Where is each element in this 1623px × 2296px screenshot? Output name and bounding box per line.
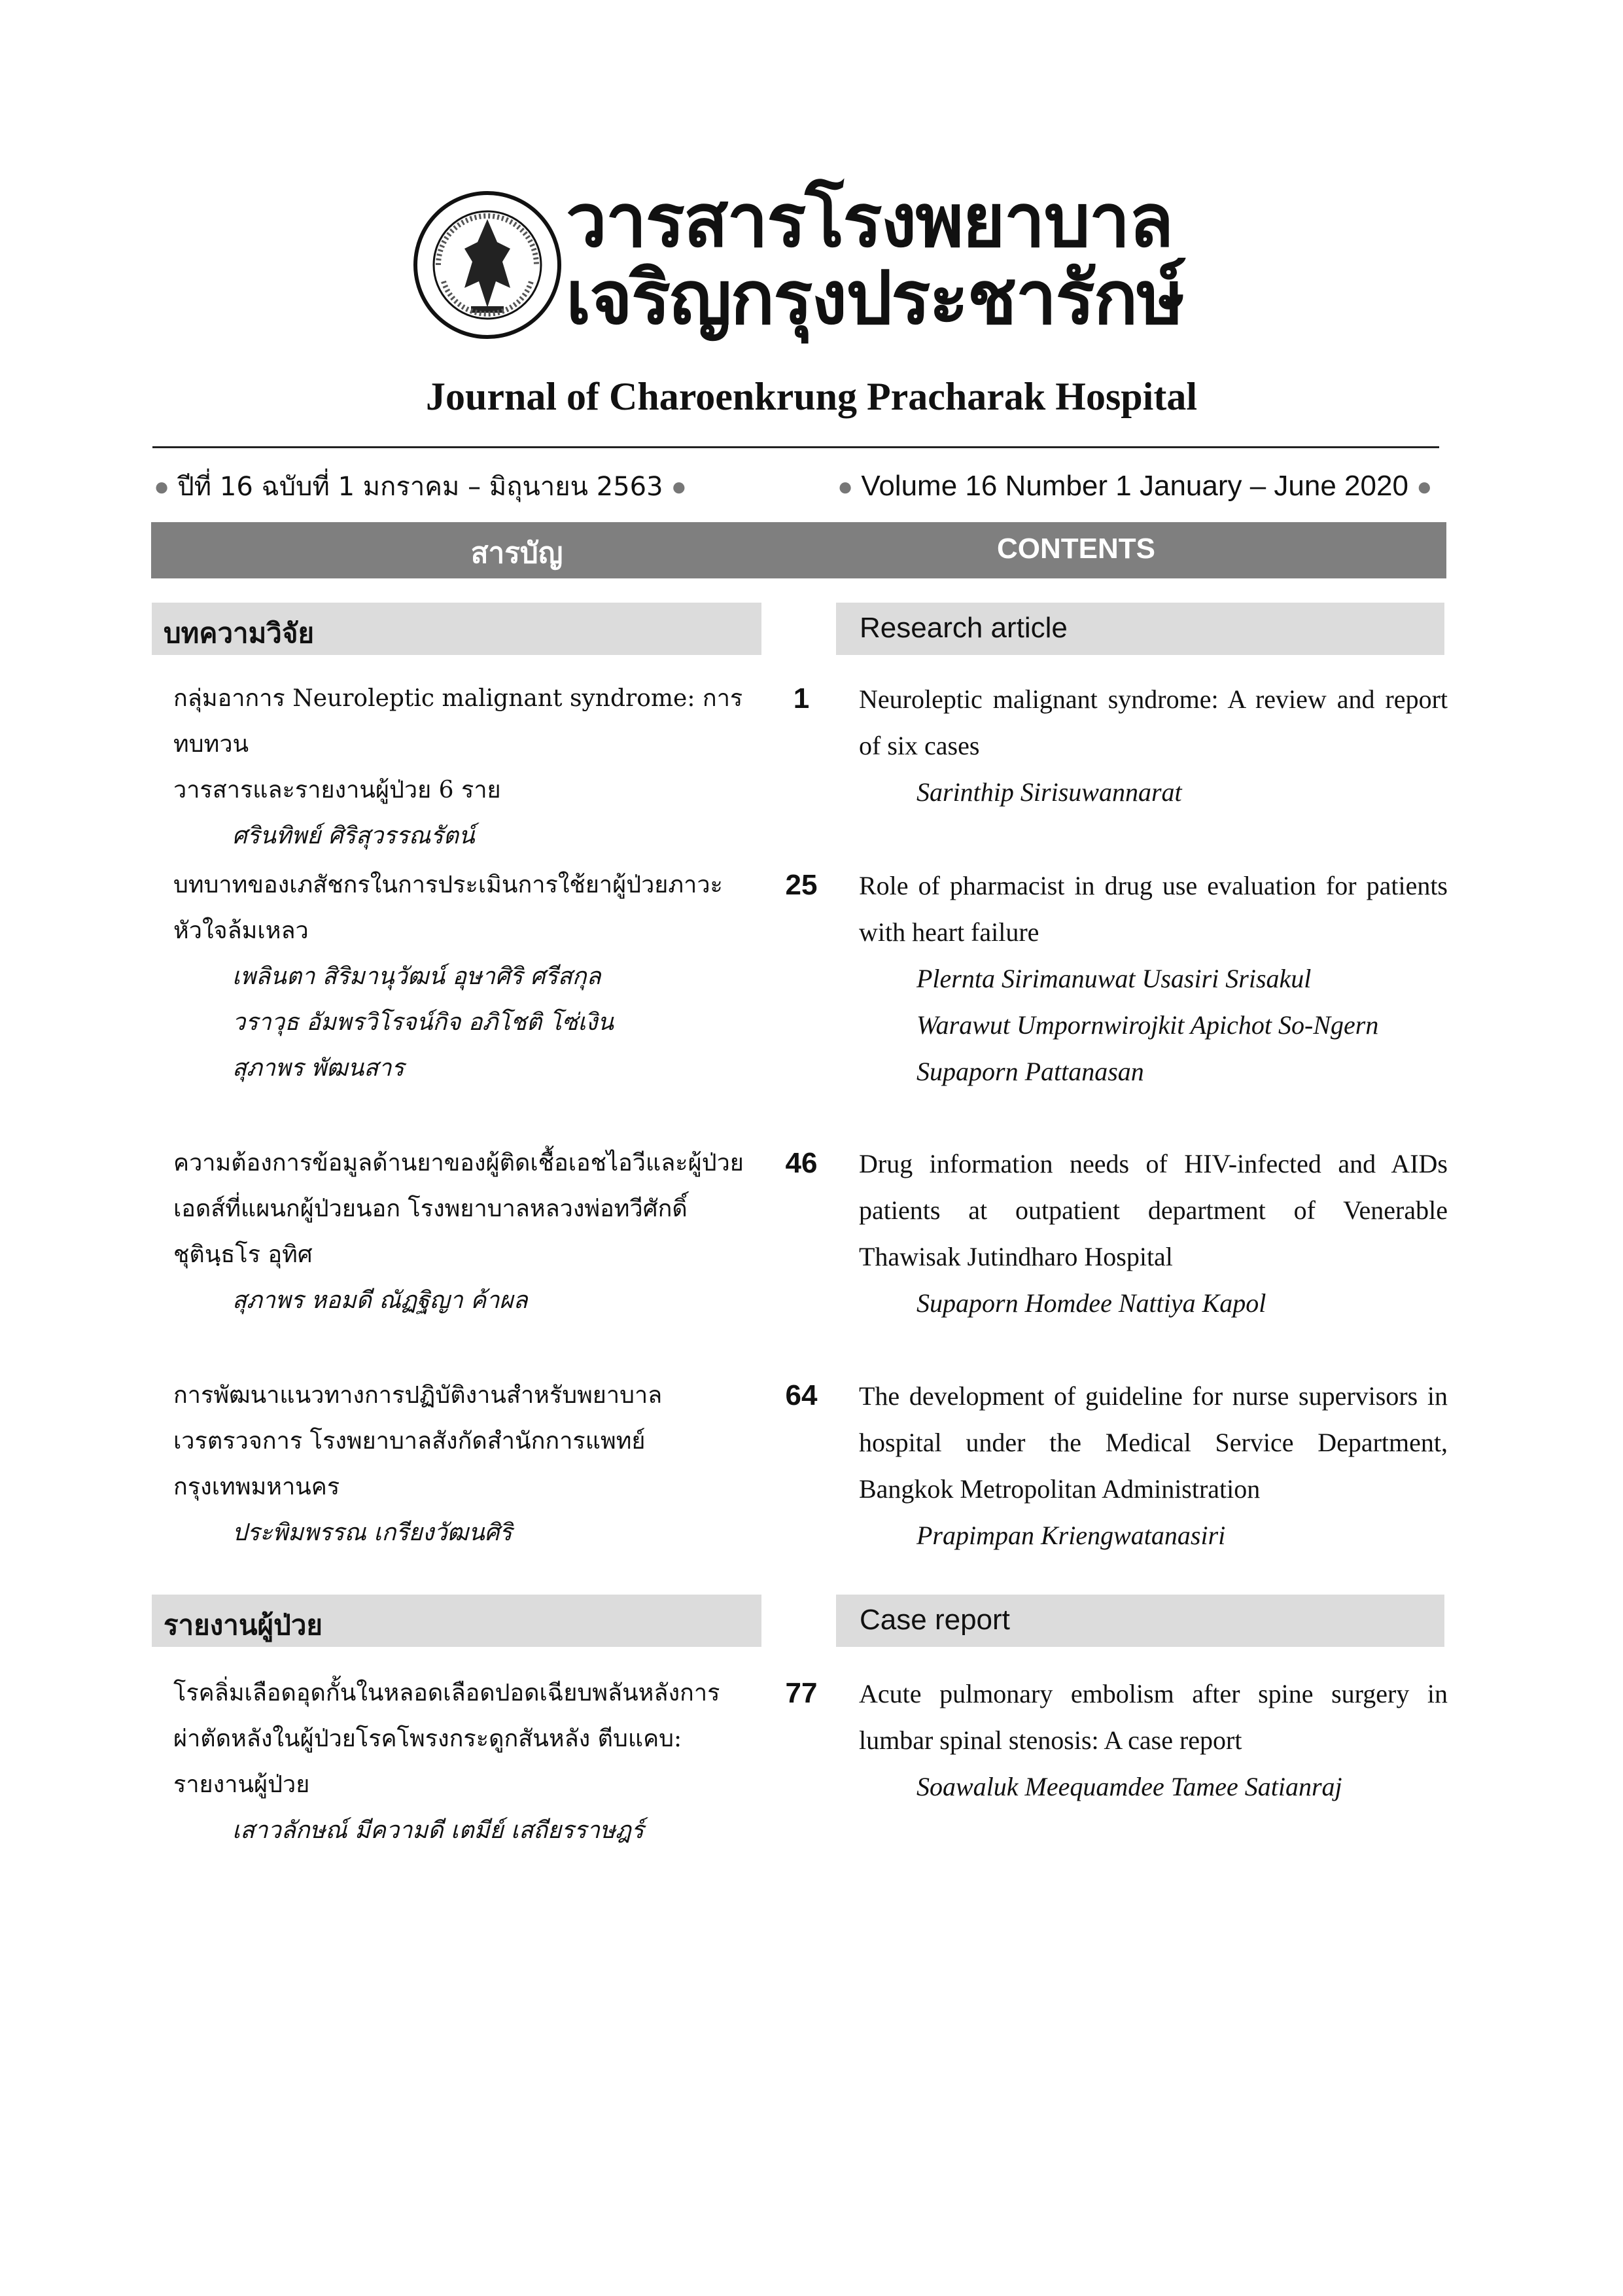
article-title-en: Role of pharmacist in drug use evaluation for patients with heart failure [859,871,1448,947]
section-header-case-th [152,1595,761,1647]
article-authors-th: สุภาพร หอมดี ณัฏฐิญา ค้าผล [232,1287,528,1314]
journal-title-en: Journal of Charoenkrung Pracharak Hospital [426,375,1197,418]
page-number: 25 [785,869,818,901]
article-authors-en: Soawaluk Meequamdee Tamee Satianraj [916,1772,1342,1801]
article-authors-en: Warawut Umpornwirojkit Apichot So-Ngern [916,1010,1379,1040]
volume-en [837,468,1432,504]
volume-en-text: Volume 16 Number 1 January – June 2020 [861,470,1408,502]
section-title-th: รายงานผู้ป่วย [164,1609,323,1641]
article-authors-th: เสาวลักษณ์ มีความดี เตมีย์ เสถียรราษฎร์ [232,1817,644,1844]
article-authors-th: ศรินทิพย์ ศิริสุวรรณรัตน์ [232,822,475,849]
bullet-icon: ● [1416,472,1433,501]
header-rule [152,446,1439,448]
article-2-th[interactable] [173,862,762,1091]
article-title-th: กลุ่มอาการ Neuroleptic malignant syndrome: การทบทวน [173,685,743,758]
article-authors-en: Prapimpan Kriengwatanasiri [916,1521,1226,1550]
bullet-icon: ● [837,472,854,501]
article-title-th: รายงานผู้ป่วย [173,1771,310,1798]
article-4-en[interactable] [859,1373,1448,1559]
contents-title-en: CONTENTS [997,533,1155,565]
bullet-icon: ● [154,472,170,501]
article-title-en: The development of guideline for nurse supervisors in hospital under the Medical Service Department, Bangkok Metropolitan Administration [859,1381,1448,1504]
article-title-th: ความต้องการข้อมูลด้านยาของผู้ติดเชื้อเอชไอวีและผู้ป่วย [173,1150,744,1176]
section-header-research-th [152,603,761,655]
section-title-en: Case report [860,1604,1010,1636]
article-title-th: วารสารและรายงานผู้ป่วย 6 ราย [173,777,501,804]
article-title-th: หัวใจล้มเหลว [173,917,309,944]
page-number: 1 [793,682,810,715]
article-authors-en: Plernta Sirimanuwat Usasiri Srisakul [916,964,1312,993]
article-authors-en: Sarinthip Sirisuwannarat [916,777,1182,807]
contents-header-bar [151,522,1446,578]
article-4-th[interactable] [173,1373,762,1556]
article-title-en: Neuroleptic malignant syndrome: A review and report of six cases [859,684,1448,760]
article-5-th[interactable] [173,1670,762,1854]
page-number: 77 [785,1677,818,1709]
article-title-th: เวรตรวจการ โรงพยาบาลสังกัดสำนักการแพทย์ [173,1428,646,1455]
article-title-en: Drug information needs of HIV-infected and AIDs patients at outpatient department of Venerable Thawisak Jutindharo Hospital [859,1149,1448,1271]
section-header-research-en [836,603,1444,655]
page-number: 46 [785,1147,818,1179]
article-authors-en: Supaporn Homdee Nattiya Kapol [916,1288,1266,1318]
article-authors-th: วราวุธ อัมพรวิโรจน์กิจ อภิโชติ โซ่เงิน [232,1009,614,1036]
article-title-th: ชุตินฺธโร อุทิศ [173,1241,313,1268]
article-authors-th: เพลินตา สิริมานุวัฒน์ อุษาศิริ ศรีสกุล [232,963,601,990]
section-header-case-en [836,1595,1444,1647]
article-3-en[interactable] [859,1140,1448,1326]
article-title-th: กรุงเทพมหานคร [173,1474,340,1500]
article-title-th: ผ่าตัดหลังในผู้ป่วยโรคโพรงกระดูกสันหลัง ตีบแคบ: [173,1725,682,1752]
article-title-th: บทบาทของเภสัชกรในการประเมินการใช้ยาผู้ป่วยภาวะ [173,872,723,898]
contents-title-th: สารบัญ [470,537,563,570]
article-5-en[interactable] [859,1670,1448,1810]
journal-title-th-line2: เจริญกรุงประชารักษ์ [566,256,1184,341]
article-authors-en: Supaporn Pattanasan [916,1057,1144,1086]
article-title-th: เอดส์ที่แผนกผู้ป่วยนอก โรงพยาบาลหลวงพ่อทวีศักดิ์ [173,1195,688,1222]
article-authors-th: ประพิมพรรณ เกรียงวัฒนศิริ [232,1519,512,1546]
hospital-seal-logo-icon [412,190,563,340]
section-title-en: Research article [860,612,1068,644]
article-1-th[interactable] [173,676,762,859]
bullet-icon: ● [671,472,687,501]
volume-th-text: ปีที่ 16 ฉบับที่ 1 มกราคม – มิถุนายน 2563 [177,472,663,502]
article-authors-th: สุภาพร พัฒนสาร [232,1055,404,1082]
page-number: 64 [785,1379,818,1411]
article-title-th: โรคลิ่มเลือดอุดกั้นในหลอดเลือดปอดเฉียบพลันหลังการ [173,1680,720,1706]
article-2-en[interactable] [859,862,1448,1095]
journal-title-th-line1: วารสารโรงพยาบาล [566,179,1173,264]
section-title-th: บทความวิจัย [164,617,315,649]
article-title-th: การพัฒนาแนวทางการปฏิบัติงานสำหรับพยาบาล [173,1382,663,1409]
volume-th [154,468,687,504]
article-3-th[interactable] [173,1140,762,1324]
article-1-en[interactable] [859,676,1448,815]
article-title-en: Acute pulmonary embolism after spine surgery in lumbar spinal stenosis: A case report [859,1679,1448,1755]
